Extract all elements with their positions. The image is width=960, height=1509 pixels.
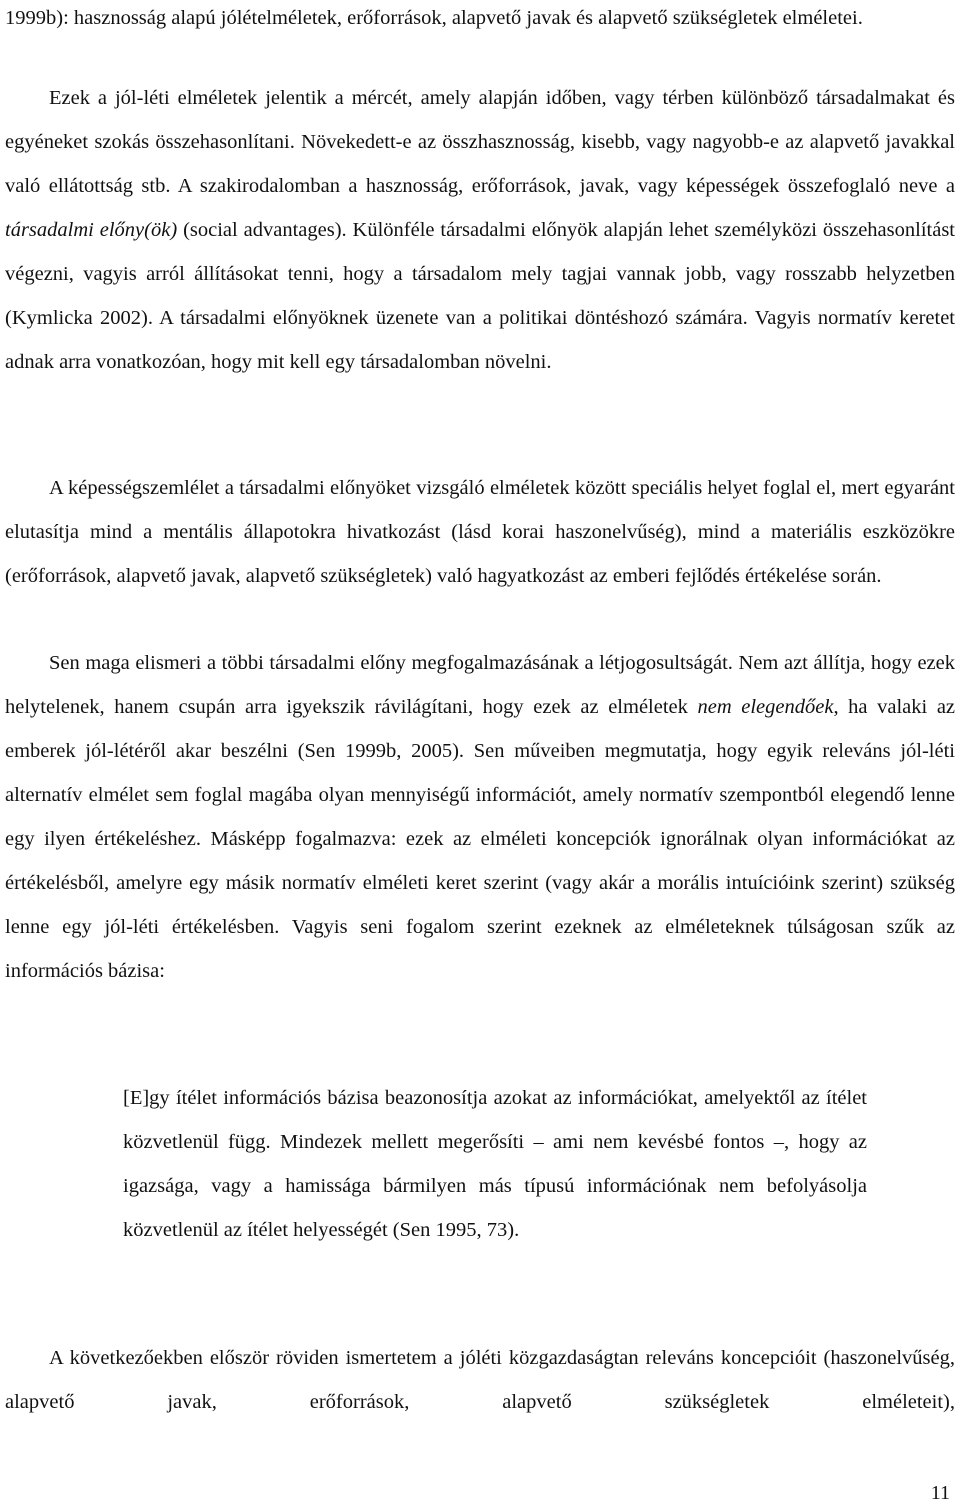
paragraph-capability-approach: A képességszemlélet a társadalmi előnyöket vizsgáló elméletek között speciális helyet foglal el, mert egyaránt elutasítja mind a mentális állapotokra hivatkozást (lásd korai haszonelvűség), mind a materiális eszközökre (erőforrások, alapvető javak, alapvető szükségletek) való hagyatkozást az emberi fejlődés értékelése során. <box>5 477 955 587</box>
paragraph-intro-continuation: 1999b): hasznosság alapú jólételméletek, erőforrások, alapvető javak és alapvető szükségletek elméletei. <box>5 7 863 29</box>
italic-term-social-advantages: társadalmi előny(ök) <box>5 219 178 241</box>
page-number: 11 <box>930 1482 950 1504</box>
paragraph-sen-argument: Sen maga elismeri a többi társadalmi előny megfogalmazásának a létjogosultságát. Nem azt állítja, hogy ezek helytelenek, hanem csupán arra igyekszik rávilágítani, hogy ezek az elméletek nem elegendőek, ha valaki az emberek jól-létéről akar beszélni (Sen 1999b, 2005). Sen műveiben megmutatja, hogy egyik releváns jól-léti alternatív elmélet sem foglal magába olyan mennyiségű információt, amely normatív szempontból elegendő lenne egy ilyen értékeléshez. Másképp fogalmazva: ezek az elméleti koncepciók ignorálnak olyan információkat az értékelésből, amelyre egy másik normatív elméleti keret szerint (vagy akár a morális intuícióink szerint) szükség lenne egy jól-léti értékelésben. Vagyis seni fogalom szerint ezeknek az elméleteknek túlságosan szűk az információs bázisa: <box>5 652 956 982</box>
block-quote: [E]gy ítélet információs bázisa beazonosítja azokat az információkat, amelyektől az ítélet közvetlenül függ. Mindezek mellett megerősíti – ami nem kevésbé fontos –, hogy az igazsága, vagy a hamissága bármilyen más típusú információnak nem befolyásolja közvetlenül az ítélet helyességét (Sen 1995, 73). <box>123 1087 867 1241</box>
italic-term-not-sufficient: nem elegendőek <box>697 696 834 718</box>
paragraph-following-section: A következőekben először röviden ismertetem a jóléti közgazdaságtan releváns koncepcióit (haszonelvűség, alapvető javak, erőforrások, alapvető szükségletek elméleteit), <box>5 1347 955 1413</box>
paragraph-welfare-theories: Ezek a jól-léti elméletek jelentik a mércét, amely alapján időben, vagy térben különböző társadalmakat és egyéneket szokás összehasonlítani. Növekedett-e az összhasznosság, kisebb, vagy nagyobb-e az alapvető javakkal való ellátottság stb. A szakirodalomban a hasznosság, erőforrások, javak, vagy képességek összefoglaló neve a társadalmi előny(ök) (social advantages). Különféle társadalmi előnyök alapján lehet személyközi összehasonlítást végezni, vagyis arról állításokat tenni, hogy a társadalom mely tagjai vannak jobb, vagy rosszabb helyzetben (Kymlicka 2002). A társadalmi előnyöknek üzenete van a politikai döntéshozó számára. Vagyis normatív keretet adnak arra vonatkozóan, hogy mit kell egy társadalomban növelni. <box>5 87 955 373</box>
